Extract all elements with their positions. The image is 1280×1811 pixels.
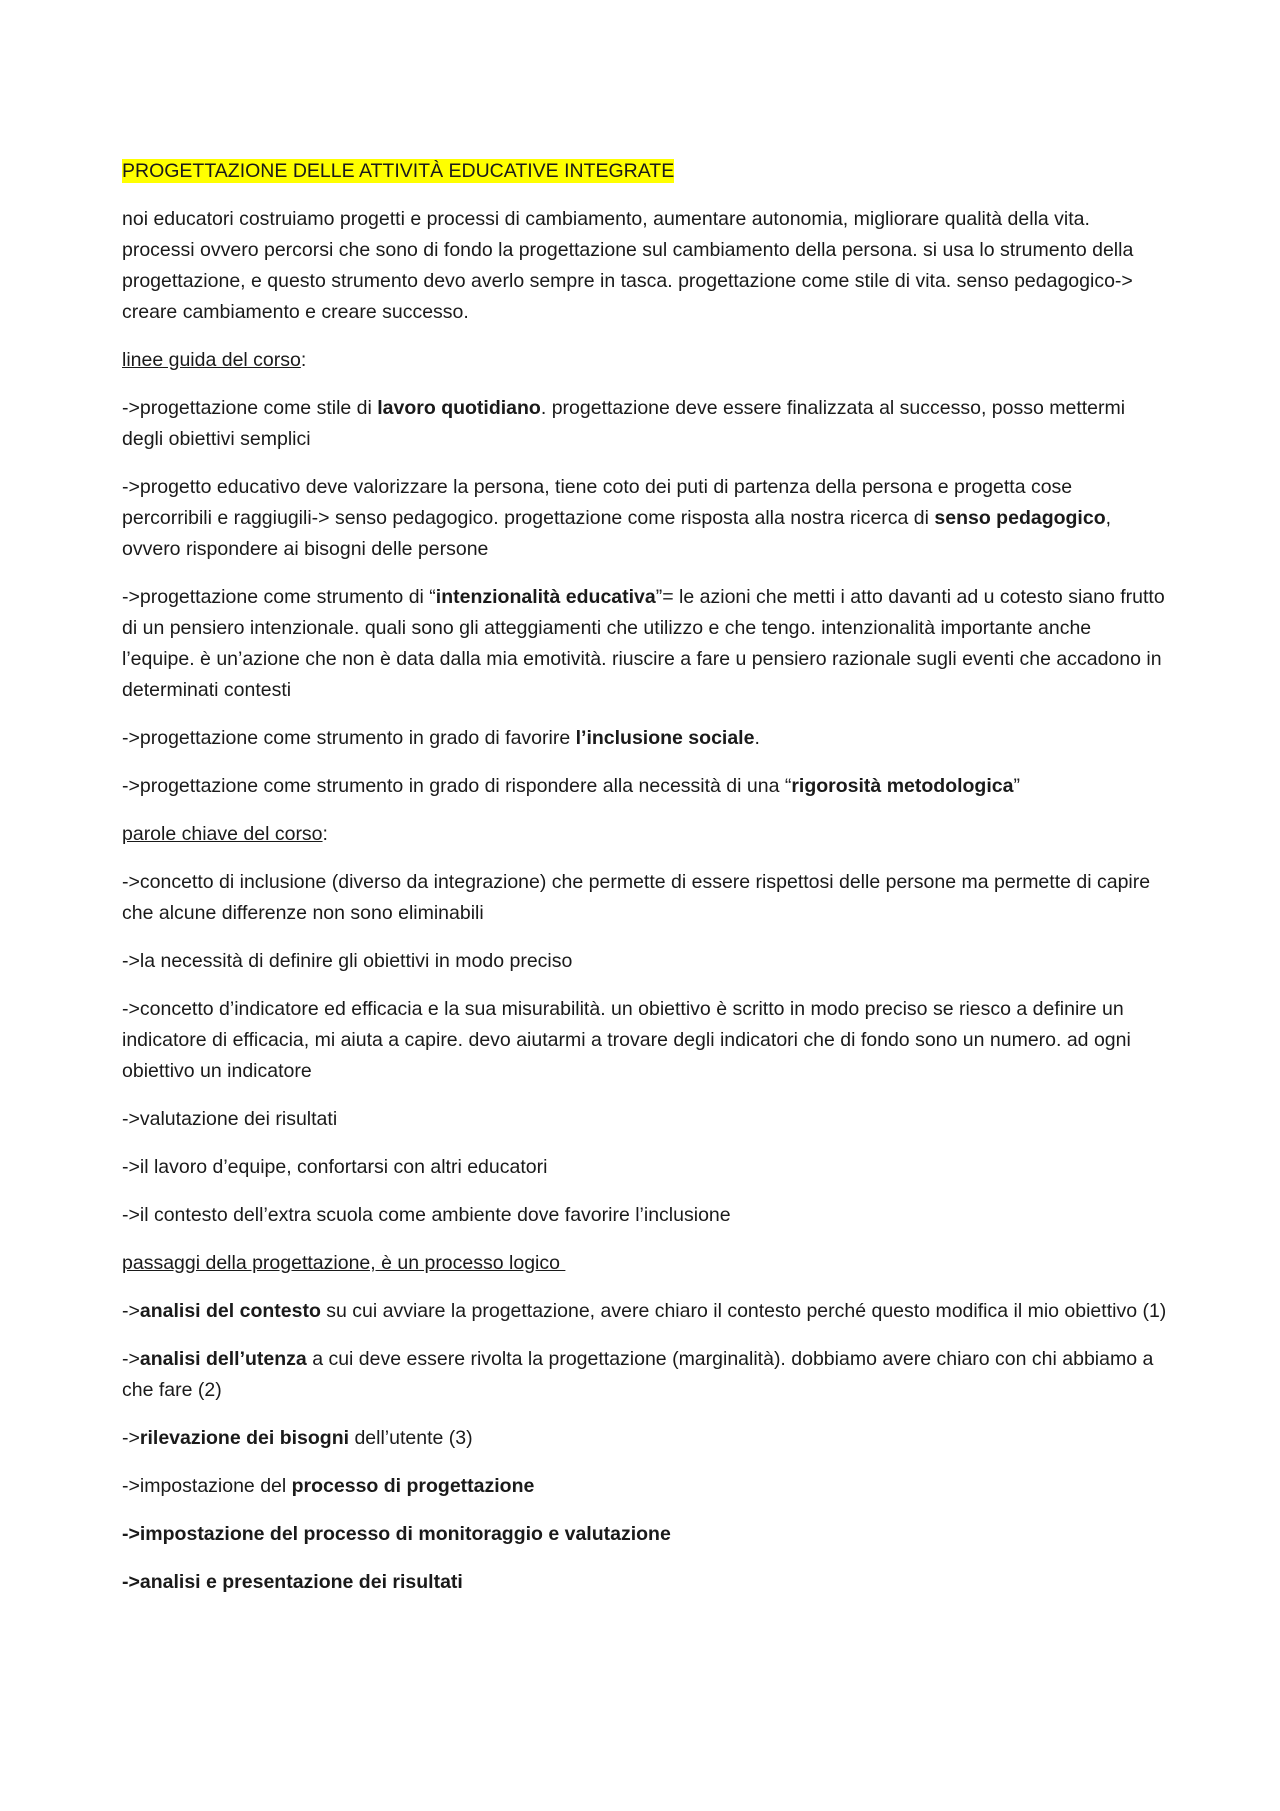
bold-term: rigorosità metodologica (791, 775, 1014, 797)
step-item: ->analisi del contesto su cui avviare la progettazione, avere chiaro il contesto perché questo modifica il mio obiettivo (1) (122, 1300, 1167, 1322)
section-heading-guidelines: linee guida del corso: (122, 349, 307, 371)
keyword-item: ->concetto di inclusione (diverso da integrazione) che permette di essere rispettosi delle persone ma permette di capire che alcune differenze non sono eliminabili (122, 871, 1151, 924)
bold-term: l’inclusione sociale (575, 727, 755, 749)
section-heading-keywords: parole chiave del corso: (122, 823, 328, 845)
guideline-item: ->progettazione come strumento in grado di rispondere alla necessità di una “rigorosità metodologica” (122, 775, 1020, 797)
guideline-item: ->progettazione come stile di lavoro quotidiano. progettazione deve essere finalizzata al successo, posso mettermi degli obiettivi semplici (122, 397, 1126, 450)
keyword-item: ->la necessità di definire gli obiettivi in modo preciso (122, 950, 573, 972)
step-item: ->analisi dell’utenza a cui deve essere rivolta la progettazione (marginalità). dobbiamo avere chiaro con chi abbiamo a che fare (2) (122, 1348, 1154, 1401)
bold-term: senso pedagogico (934, 507, 1106, 529)
section-heading-text: linee guida del corso (122, 349, 301, 371)
guideline-item: ->progetto educativo deve valorizzare la persona, tiene coto dei puti di partenza della persona e progetta cose percorribili e raggiugili-> senso pedagogico. progettazione come risposta alla nostra ricerca di senso pedagogico, ovvero rispondere ai bisogni delle persone (122, 476, 1112, 560)
guideline-item: ->progettazione come strumento di “intenzionalità educativa”= le azioni che metti i atto davanti ad u cotesto siano frutto di un pensiero intenzionale. quali sono gli atteggiamenti che utilizzo e che tengo. intenzionalità importante anche l’equipe. è un’azione che non è data dalla mia emotività. riuscire a fare u pensiero razionale sugli eventi che accadono in determinati contesti (122, 586, 1165, 701)
step-item: ->rilevazione dei bisogni dell’utente (3) (122, 1427, 473, 1449)
bold-term: rilevazione dei bisogni (139, 1427, 350, 1449)
intro-paragraph: noi educatori costruiamo progetti e processi di cambiamento, aumentare autonomia, migliorare qualità della vita. processi ovvero percorsi che sono di fondo la progettazione sul cambiamento della persona. si usa lo strumento della progettazione, e questo strumento devo averlo sempre in tasca. progettazione come stile di vita. senso pedagogico-> creare cambiamento e creare successo. (122, 208, 1134, 323)
bold-term: analisi dell’utenza (139, 1348, 307, 1370)
section-heading-steps (122, 1248, 1167, 1279)
title-paragraph (122, 156, 1167, 187)
section-heading-text: passaggi della progettazione, è un processo logico (122, 1252, 566, 1274)
section-heading-text: parole chiave del corso (122, 823, 323, 845)
bold-term: ->impostazione del processo di monitoraggio e valutazione (122, 1523, 671, 1545)
bold-term: intenzionalità educativa (435, 586, 656, 608)
step-item (122, 1519, 1167, 1550)
document-body (122, 156, 1167, 1615)
guideline-item: ->progettazione come strumento in grado di favorire l’inclusione sociale. (122, 727, 760, 749)
bold-term: processo di progettazione (291, 1475, 535, 1497)
bold-term: ->analisi e presentazione dei risultati (122, 1571, 463, 1593)
bold-term: lavoro quotidiano (377, 397, 541, 419)
keyword-item: ->il lavoro d’equipe, confortarsi con altri educatori (122, 1156, 548, 1178)
step-item (122, 1567, 1167, 1598)
step-item: ->impostazione del processo di progettazione (122, 1475, 535, 1497)
bold-term: analisi del contesto (139, 1300, 321, 1322)
document-title: PROGETTAZIONE DELLE ATTIVITÀ EDUCATIVE INTEGRATE (122, 160, 675, 182)
keyword-item: ->il contesto dell’extra scuola come ambiente dove favorire l’inclusione (122, 1204, 731, 1226)
keyword-item: ->valutazione dei risultati (122, 1108, 338, 1130)
keyword-item: ->concetto d’indicatore ed efficacia e la sua misurabilità. un obiettivo è scritto in modo preciso se riesco a definire un indicatore di efficacia, mi aiuta a capire. devo aiutarmi a trovare degli indicatori che di fondo sono un numero. ad ogni obiettivo un indicatore (122, 998, 1131, 1082)
